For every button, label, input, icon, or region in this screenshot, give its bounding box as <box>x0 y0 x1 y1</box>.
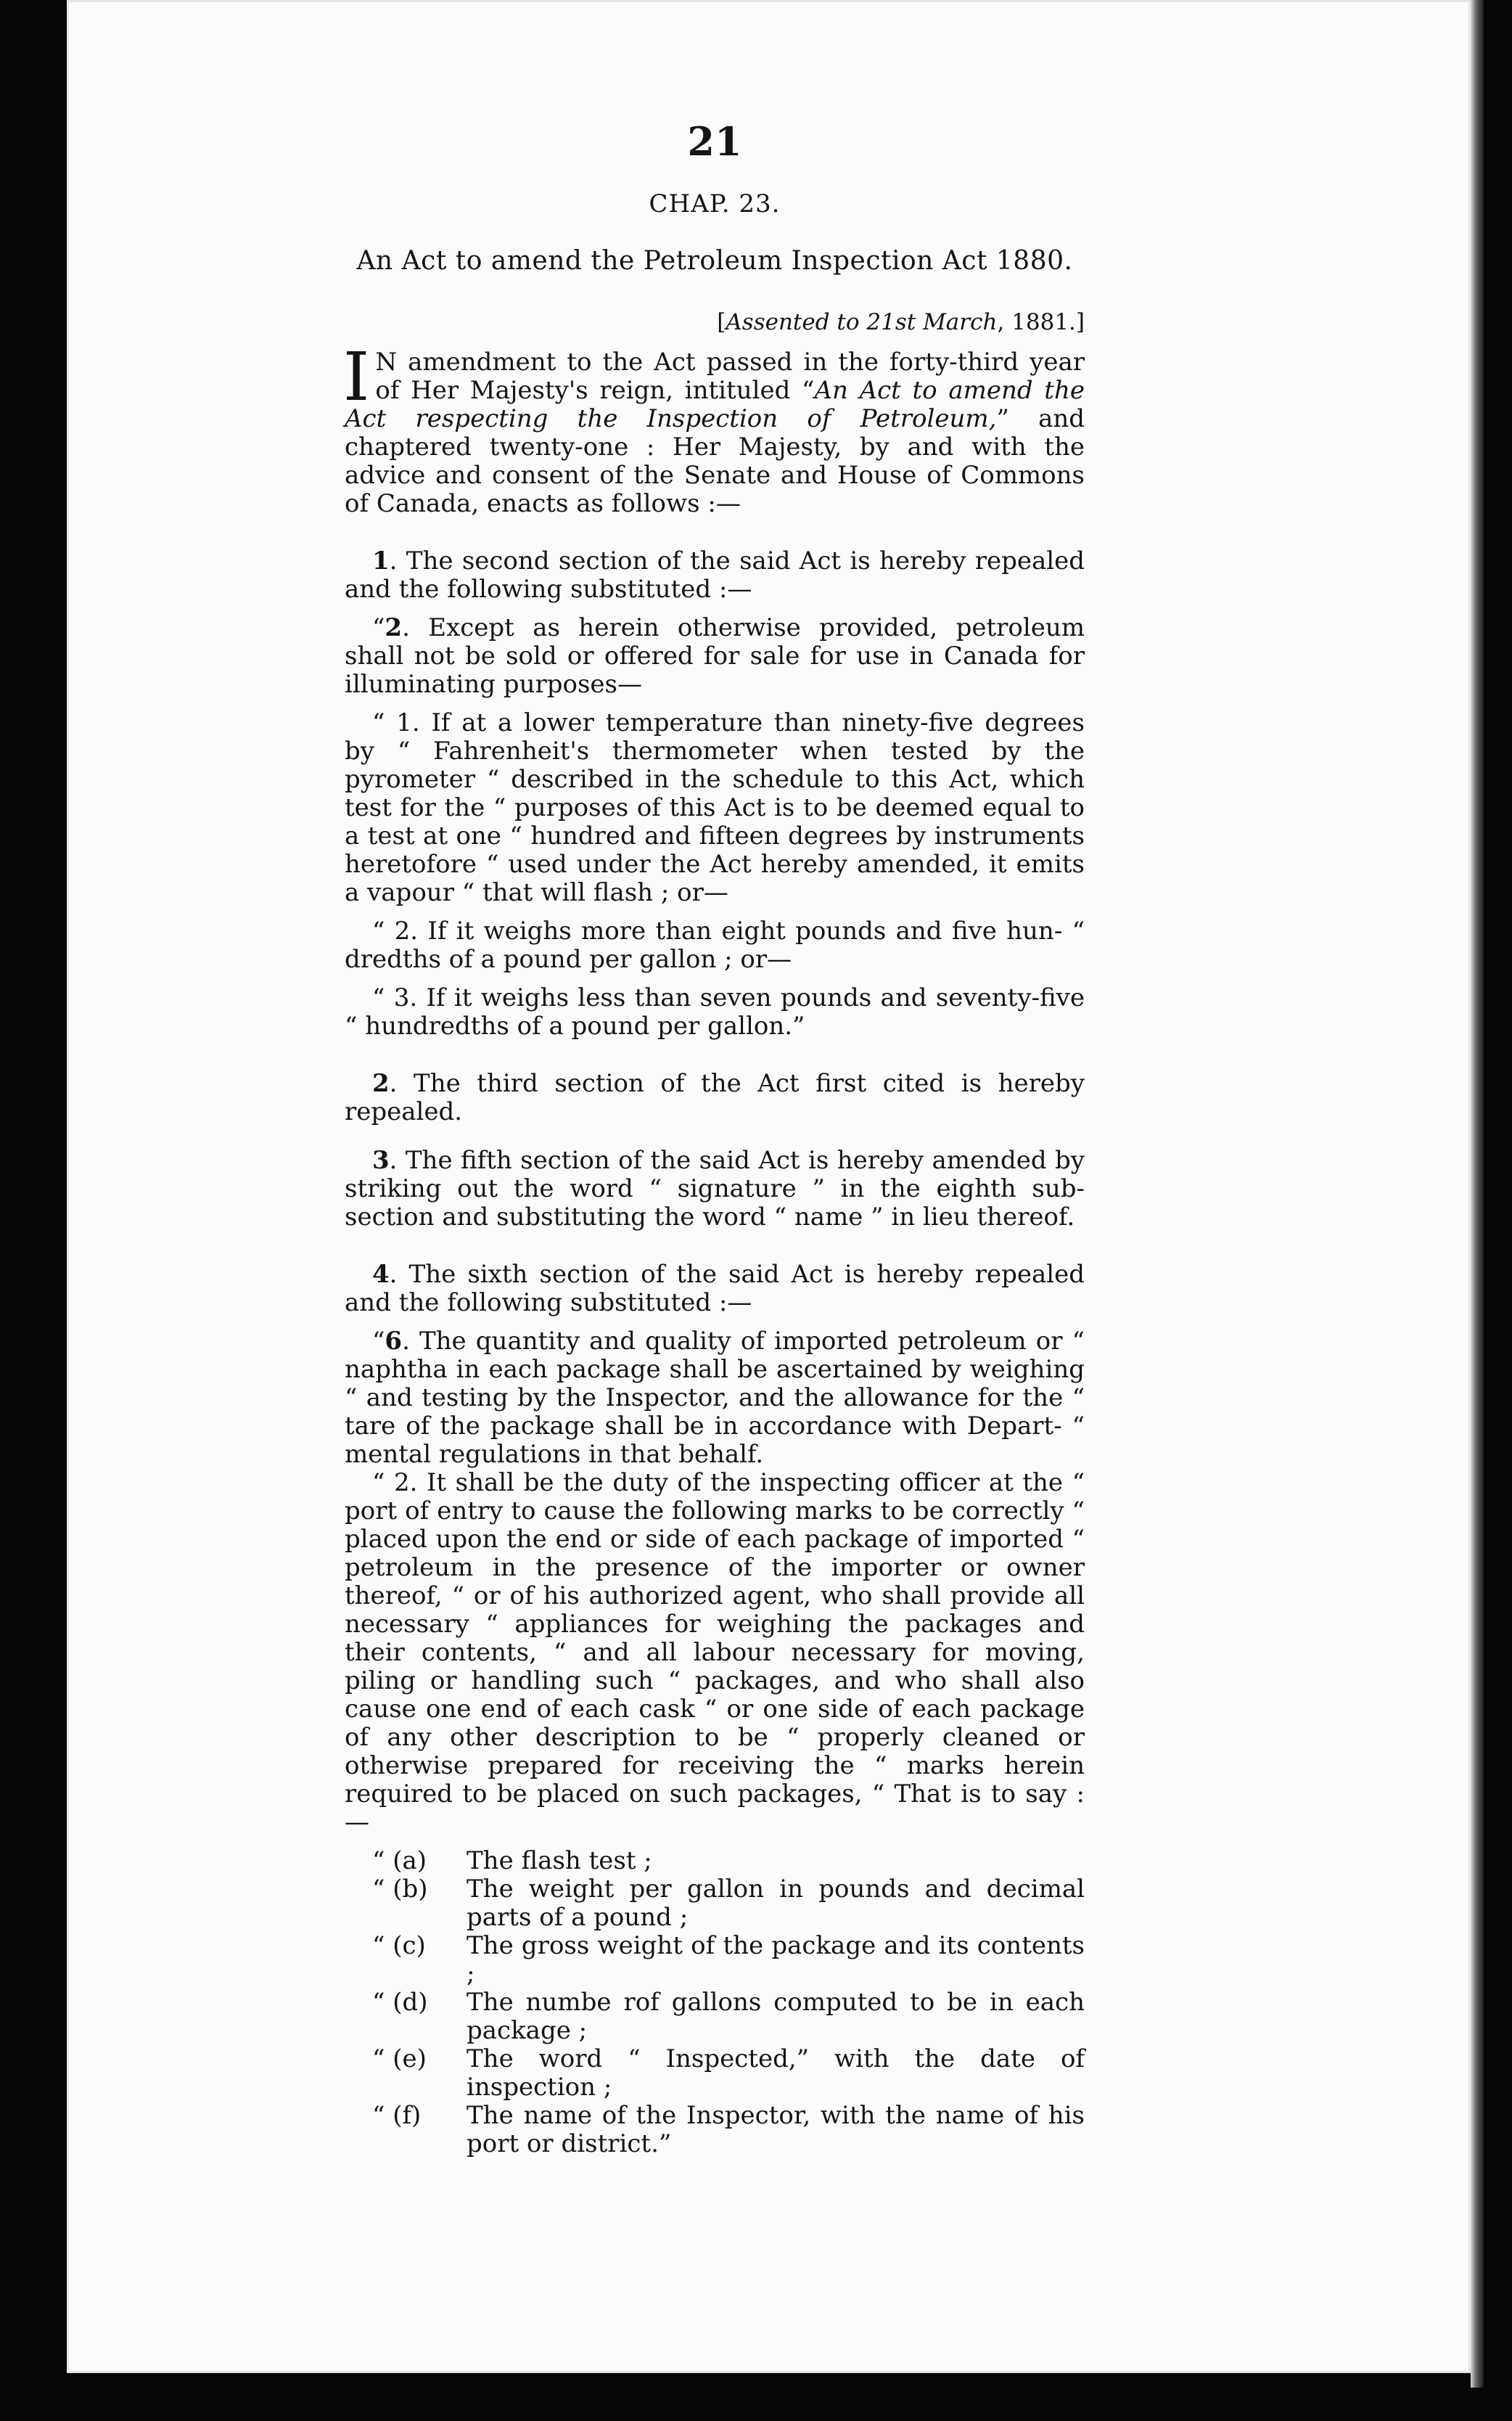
section-number: 1 <box>372 546 390 575</box>
mark-text: The gross weight of the package and its contents ; <box>467 1931 1085 1988</box>
section-text: . Except as herein otherwise provided, petroleum shall not be sold or offered for sale for use in Canada for illuminating purposes— <box>345 613 1085 699</box>
mark-item <box>372 1847 1085 1875</box>
preamble <box>343 338 1085 518</box>
page-number: 21 <box>687 118 742 165</box>
section-1 <box>345 547 1085 604</box>
preamble-italic: An Act to amend the Act respecting the Inspection of Petroleum, <box>345 376 1085 433</box>
assent-italic: Assented to 21st March <box>726 309 998 335</box>
section-4 <box>345 1261 1085 1317</box>
act-body <box>343 338 1085 2158</box>
mark-label: “ (c) <box>372 1931 426 1960</box>
section-number: 2 <box>385 613 403 642</box>
mark-text: The numbe rof gallons computed to be in each package ; <box>467 1988 1085 2045</box>
section-number: 2 <box>372 1069 390 1098</box>
section-number: 6 <box>385 1327 403 1356</box>
mark-label: “ (b) <box>372 1875 428 1904</box>
section-text: . The third section of the Act first cited is hereby repealed. <box>345 1069 1085 1126</box>
section-text: . The quantity and quality of imported petroleum or “ naphtha in each package shall be ascertained by weighing “ and testing by the Inspector, and the allowance for the “ tare of the package shall be in accordance with Depart- “ mental regulations in that behalf. <box>345 1327 1085 1469</box>
drop-cap: I <box>343 338 370 416</box>
preamble-text-a: N amendment to the Act passed in the forty-third year of Her Majesty's reign, intituled “ <box>375 348 1085 405</box>
section-text: . The fifth section of the said Act is hereby amended by striking out the word “ signature ” in the eighth sub-section and substituting the word “ name ” in lieu thereof. <box>345 1146 1085 1232</box>
mark-item <box>372 2045 1085 2102</box>
clause-2: “ 2. If it weighs more than eight pounds and five hun- “ dredths of a pound per gallon ; or— <box>345 917 1085 974</box>
assent-date <box>717 308 1085 337</box>
assent-close: , 1881.] <box>997 309 1085 335</box>
section-text: . The sixth section of the said Act is hereby repealed and the following substituted :— <box>345 1260 1085 1317</box>
mark-text: The name of the Inspector, with the name of his port or district.” <box>467 2101 1085 2158</box>
section-3 <box>345 1147 1085 1232</box>
section-4-quote <box>345 1327 1085 1469</box>
section-number: 4 <box>372 1260 390 1289</box>
clause-3: “ 3. If it weighs less than seven pounds and seventy-five “ hundredths of a pound per gallon.” <box>345 983 1085 1041</box>
mark-text: The flash test ; <box>467 1846 652 1875</box>
section-1-quote <box>345 614 1085 699</box>
section-4-subsection-2: “ 2. It shall be the duty of the inspecting officer at the “ port of entry to cause the following marks to be correctly “ placed upon the end or side of each package of imported “ petroleum in the presence of the importer or owner thereof, “ or of his authorized agent, who shall provide all necessary “ appliances for weighing the packages and their contents, “ and all labour necessary for moving, piling or handling such “ packages, and who shall also cause one end of each cask “ or one side of each package of any other description to be “ properly cleaned or otherwise prepared for receiving the “ marks herein required to be placed on such packages, “ That is to say :— <box>345 1468 1085 1837</box>
mark-label: “ (d) <box>372 1988 428 2017</box>
mark-text: The word “ Inspected,” with the date of inspection ; <box>467 2044 1085 2102</box>
assent-open: [ <box>717 309 726 335</box>
clause-1: “ 1. If at a lower temperature than ninety-five degrees by “ Fahrenheit's thermometer when tested by the pyrometer “ described in the schedule to this Act, which test for the “ purposes of this Act is to be deemed equal to a test at one “ hundred and fifteen degrees by instruments heretofore “ used under the Act hereby amended, it emits a vapour “ that will flash ; or— <box>345 708 1085 907</box>
mark-label: “ (a) <box>372 1846 427 1875</box>
marks-list <box>345 1847 1085 2158</box>
section-text: . The second section of the said Act is hereby repealed and the following substituted :— <box>345 546 1085 604</box>
chapter-heading: CHAP. 23. <box>649 189 781 218</box>
mark-label: “ (e) <box>372 2044 427 2073</box>
mark-item <box>372 1932 1085 1988</box>
section-number: 3 <box>372 1146 390 1175</box>
mark-text: The weight per gallon in pounds and decimal parts of a pound ; <box>467 1875 1085 1932</box>
preamble-text-b: ” and chaptered twenty-one : Her Majesty, by and with the advice and consent of the Senate and House of Commons of Canada, enacts as follows :— <box>345 404 1085 518</box>
act-title: An Act to amend the Petroleum Inspection Act 1880. <box>356 246 1073 276</box>
section-2 <box>345 1070 1085 1126</box>
mark-item <box>372 2102 1085 2158</box>
page-edge <box>1471 0 1484 2388</box>
mark-item <box>372 1988 1085 2045</box>
mark-item <box>372 1875 1085 1932</box>
quote-mark: “ <box>372 613 385 642</box>
mark-label: “ (f) <box>372 2101 422 2130</box>
quote-mark: “ <box>372 1327 385 1356</box>
